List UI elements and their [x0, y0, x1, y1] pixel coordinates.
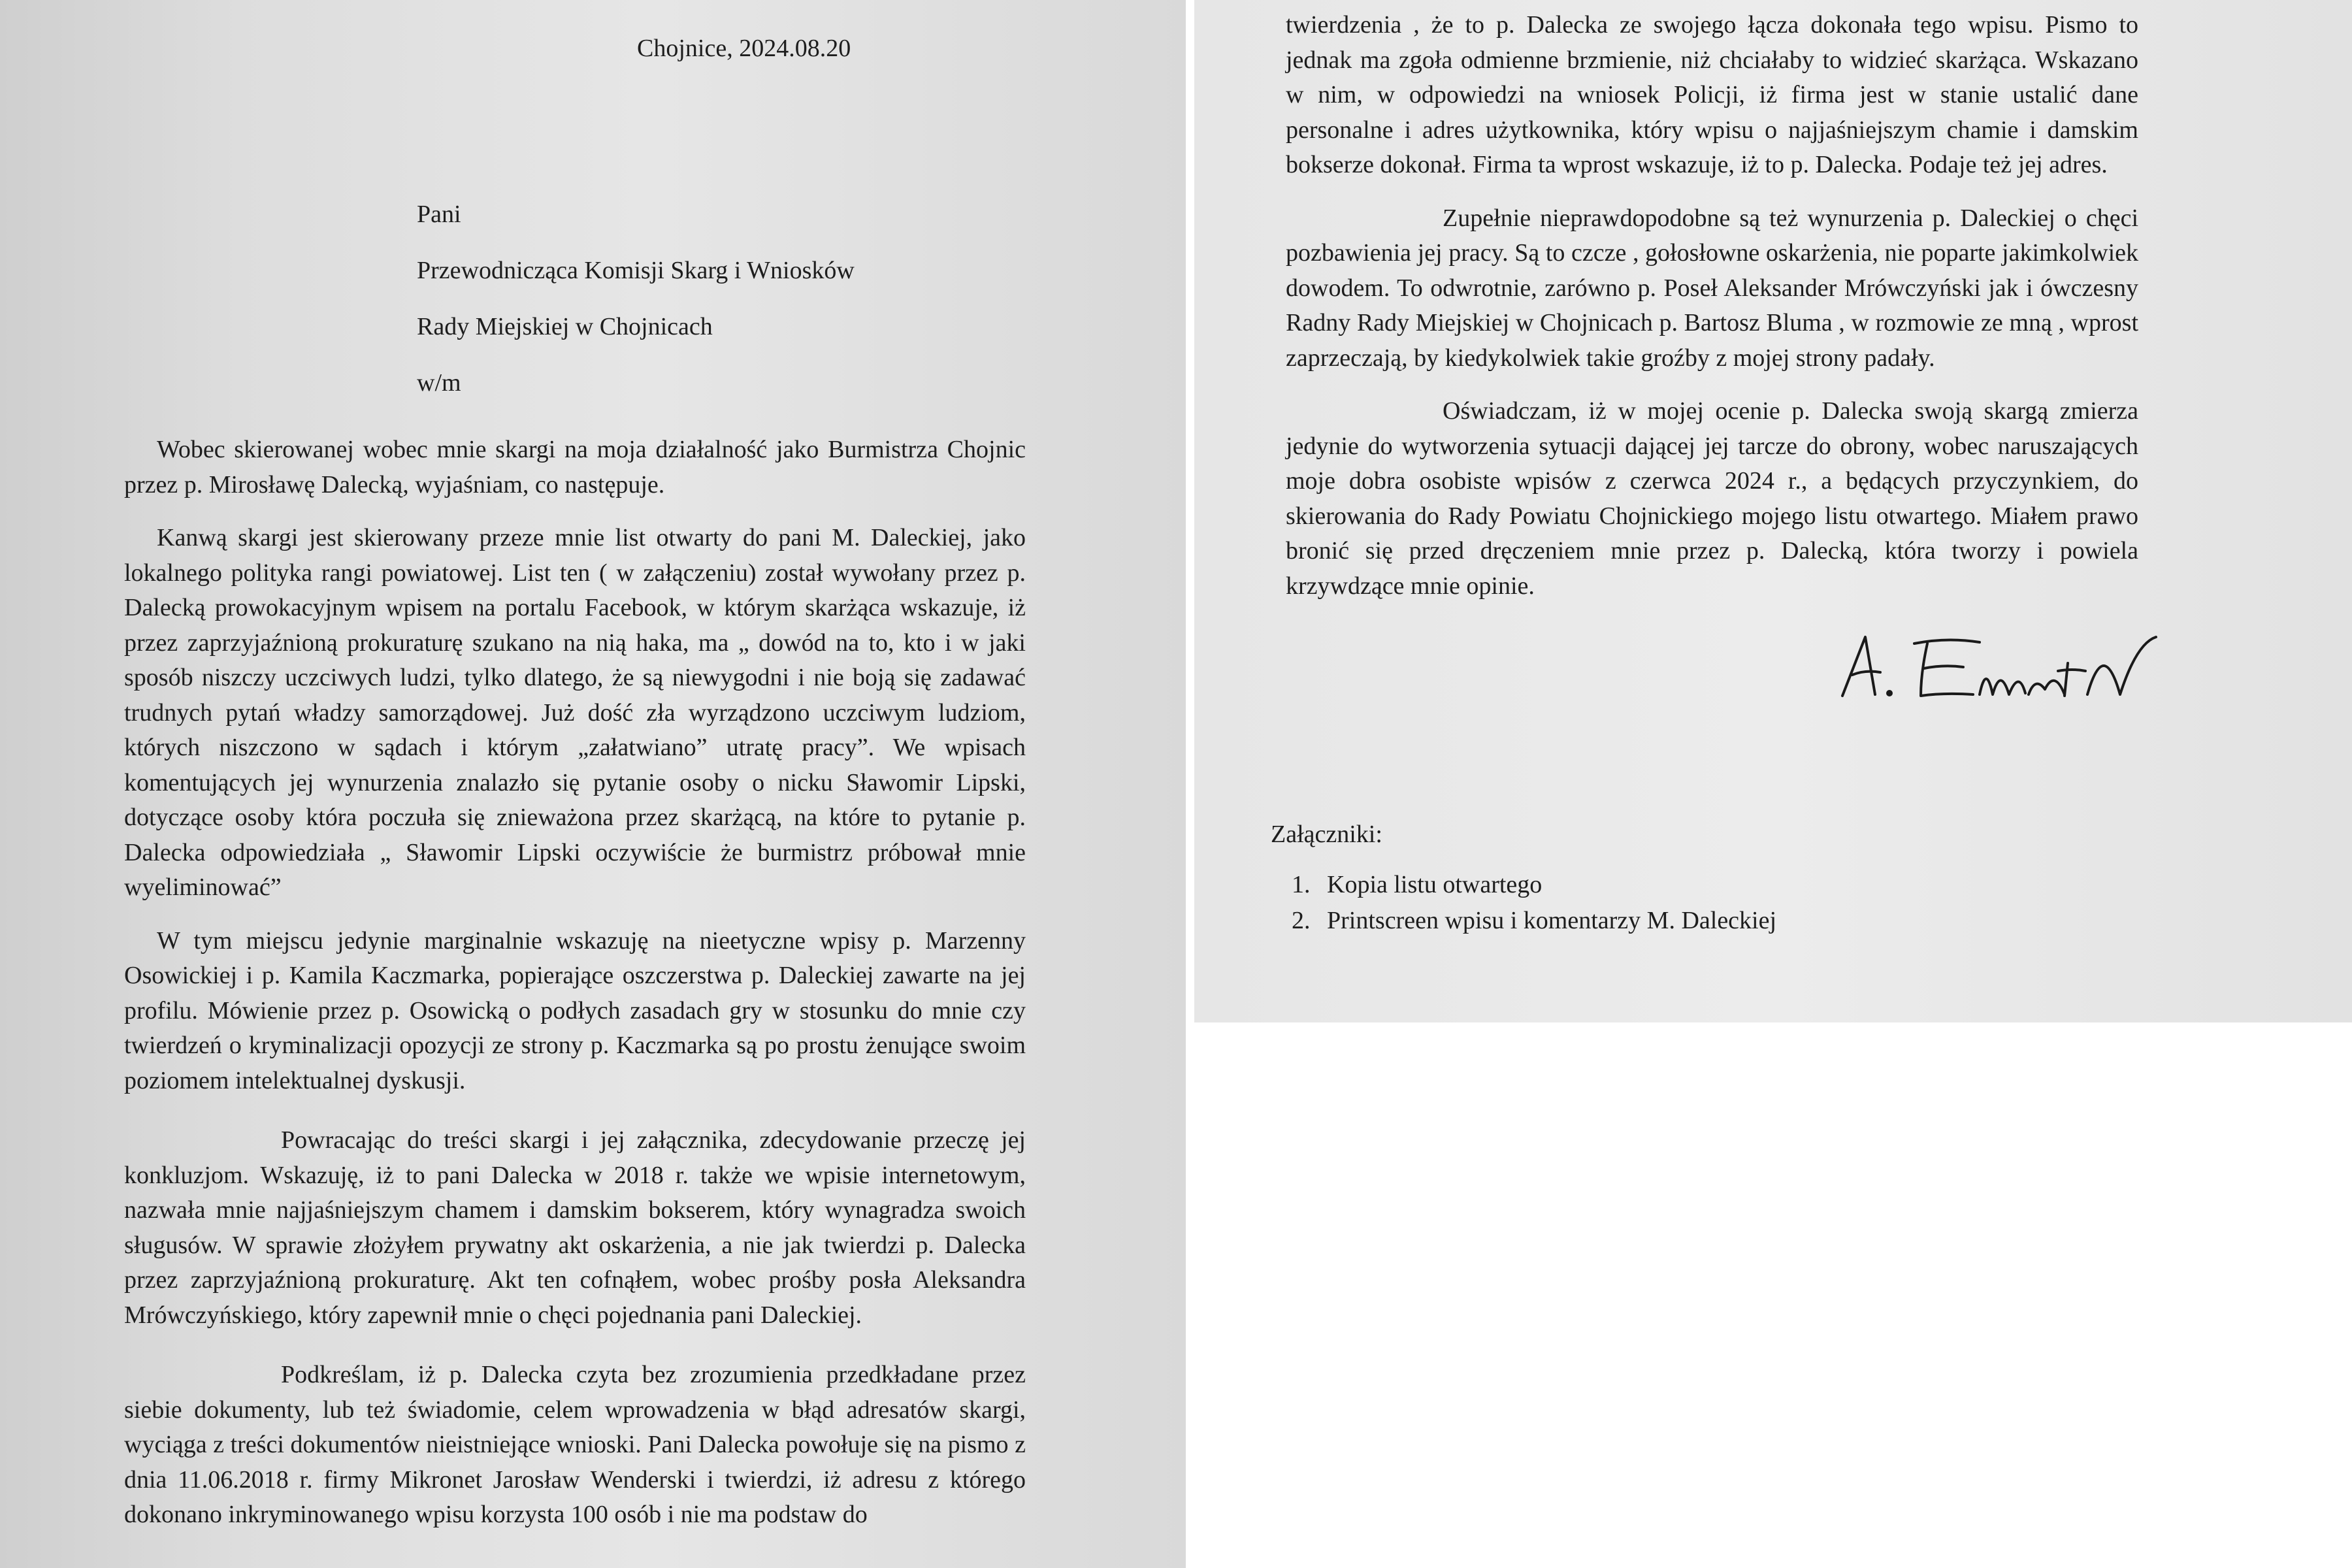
paragraph: Oświadczam, iż w mojej ocenie p. Dalecka swoją skargą zmierza jedynie do wytworzenia sytuacji dającej jej tarcze do obrony, wobec naruszających moje dobra osobiste wpisów z czerwca 2024 r., a będących przyczynkiem, do skierowania do Rady Powiatu Chojnickiego mojego listu otwartego. Miałem prawo bronić się przed dręczeniem mnie przez p. Dalecką, która tworzy i powiela krzywdzące mnie opinie.	[1286, 397, 2138, 600]
paragraph: Zupełnie nieprawdopodobne są też wynurzenia p. Daleckiej o chęci pozbawienia jej pracy. Są to czcze , gołosłowne oskarżenia, nie poparte jakimkolwiek dowodem. To odwrotnie, zarówno p. Poseł Aleksander Mrówczyński jak i ówczesny Radny Rady Miejskiej w Chojnicach p. Bartosz Bluma , w rozmowie ze mną , wprost zaprzeczają, by kiedykolwiek takie groźby z mojej strony padały.	[1286, 204, 2138, 372]
paragraph: Kanwą skargi jest skierowany przeze mnie list otwarty do pani M. Daleckiej, jako lokalnego polityka rangi powiatowej. List ten ( w załączeniu) został wywołany przez p. Dalecką prowokacyjnym wpisem na portalu Facebook, w którym skarżąca wskazuje, iż przez zaprzyjaźnioną prokuraturę szukano na nią haka, ma „ dowód na to, kto i w jaki sposób niszczy uczciwych ludzi, tylko dlatego, że są niewygodni i nie boją się zadawać trudnych pytań władzy samorządowej. Już dość zła wyrządzono uczciwym ludziom, których niszczono w sądach i którym „załatwiano” utratę pracy”. We wpisach komentujących jej wynurzenia znalazło się pytanie osoby o nicku Sławomir Lipski, dotyczące osoby która poczuła się znieważona przez skarżącą, na które to pytanie p. Dalecka odpowiedziała „ Sławomir Lipski oczywiście że burmistrz próbował mnie wyeliminować”	[124, 524, 1026, 901]
attachments-section	[1271, 820, 1776, 939]
paragraph: Powracając do treści skargi i jej załącznika, zdecydowanie przeczę jej konkluzjom. Wskazuję, iż to pani Dalecka w 2018 r. także we wpisie internetowym, nazwała mnie najjaśniejszym chamem i damskim bokserem, który wynagradza swoich sługusów. W sprawie złożyłem prywatny akt oskarżenia, a nie jak twierdzi p. Dalecka przez zaprzyjaźnioną prokuraturę. Akt ten cofnąłem, wobec prośby posła Aleksandra Mrówczyńskiego, który zapewnił mnie o chęci pojednania pani Daleckiej.	[124, 1126, 1026, 1329]
addressee-block	[417, 186, 855, 411]
attachments-list	[1271, 867, 1776, 939]
attachment-item: 2. Printscreen wpisu i komentarzy M. Daleckiej	[1316, 903, 1776, 939]
addressee-line: w/m	[417, 369, 461, 397]
paragraph: Wobec skierowanej wobec mnie skargi na moja działalność jako Burmistrza Chojnic przez p. Mirosławę Dalecką, wyjaśniam, co następuje.	[124, 436, 1026, 498]
place-date: Chojnice, 2024.08.20	[637, 35, 851, 62]
addressee-line: Pani	[417, 201, 461, 228]
handwritten-signature	[1829, 617, 2169, 715]
page-divider	[1186, 0, 1194, 1568]
paragraph: Podkreślam, iż p. Dalecka czyta bez zrozumienia przedkładane przez siebie dokumenty, lub też świadomie, celem wprowadzenia w błąd adresatów skargi, wyciąga z treści dokumentów nieistniejące wnioski. Pani Dalecka powołuje się na pismo z dnia 11.06.2018 r. firmy Mikronet Jarosław Wenderski i twierdzi, iż adresu z którego dokonano inkryminowanego wpisu korzysta 100 osób i nie ma podstaw do	[124, 1361, 1026, 1528]
paragraph: W tym miejscu jedynie marginalnie wskazuję na nieetyczne wpisy p. Marzenny Osowickiej i p. Kamila Kaczmarka, popierające oszczerstwa p. Daleckiej zawarte na jej profilu. Mówienie przez p. Osowicką o podłych zasadach gry w stosunku do mnie czy twierdzeń o kryminalizacji opozycji ze strony p. Kaczmarka są po prostu żenujące swoim poziomem intelektualnej dyskusji.	[124, 926, 1026, 1094]
addressee-line: Przewodnicząca Komisji Skarg i Wniosków	[417, 257, 855, 284]
paragraph: twierdzenia , że to p. Dalecka ze swojego łącza dokonała tego wpisu. Pismo to jednak ma zgoła odmienne brzmienie, niż chciałaby to widzieć skarżąca. Wskazano w nim, w odpowiedzi na wniosek Policji, iż firma jest w stanie ustalić dane personalne i adres użytkownika, który wpisu o najjaśniejszym chamie i damskim bokserze dokonał. Firma ta wprost wskazuje, iż to p. Dalecka. Podaje też jej adres.	[1286, 11, 2138, 178]
letter-body-page-2	[1286, 8, 2138, 604]
letter-body-page-1	[124, 433, 1026, 1533]
addressee-line: Rady Miejskiej w Chojnicach	[417, 313, 713, 340]
attachments-label: Załączniki:	[1271, 821, 1382, 848]
attachment-item: 1. Kopia listu otwartego	[1316, 867, 1776, 903]
